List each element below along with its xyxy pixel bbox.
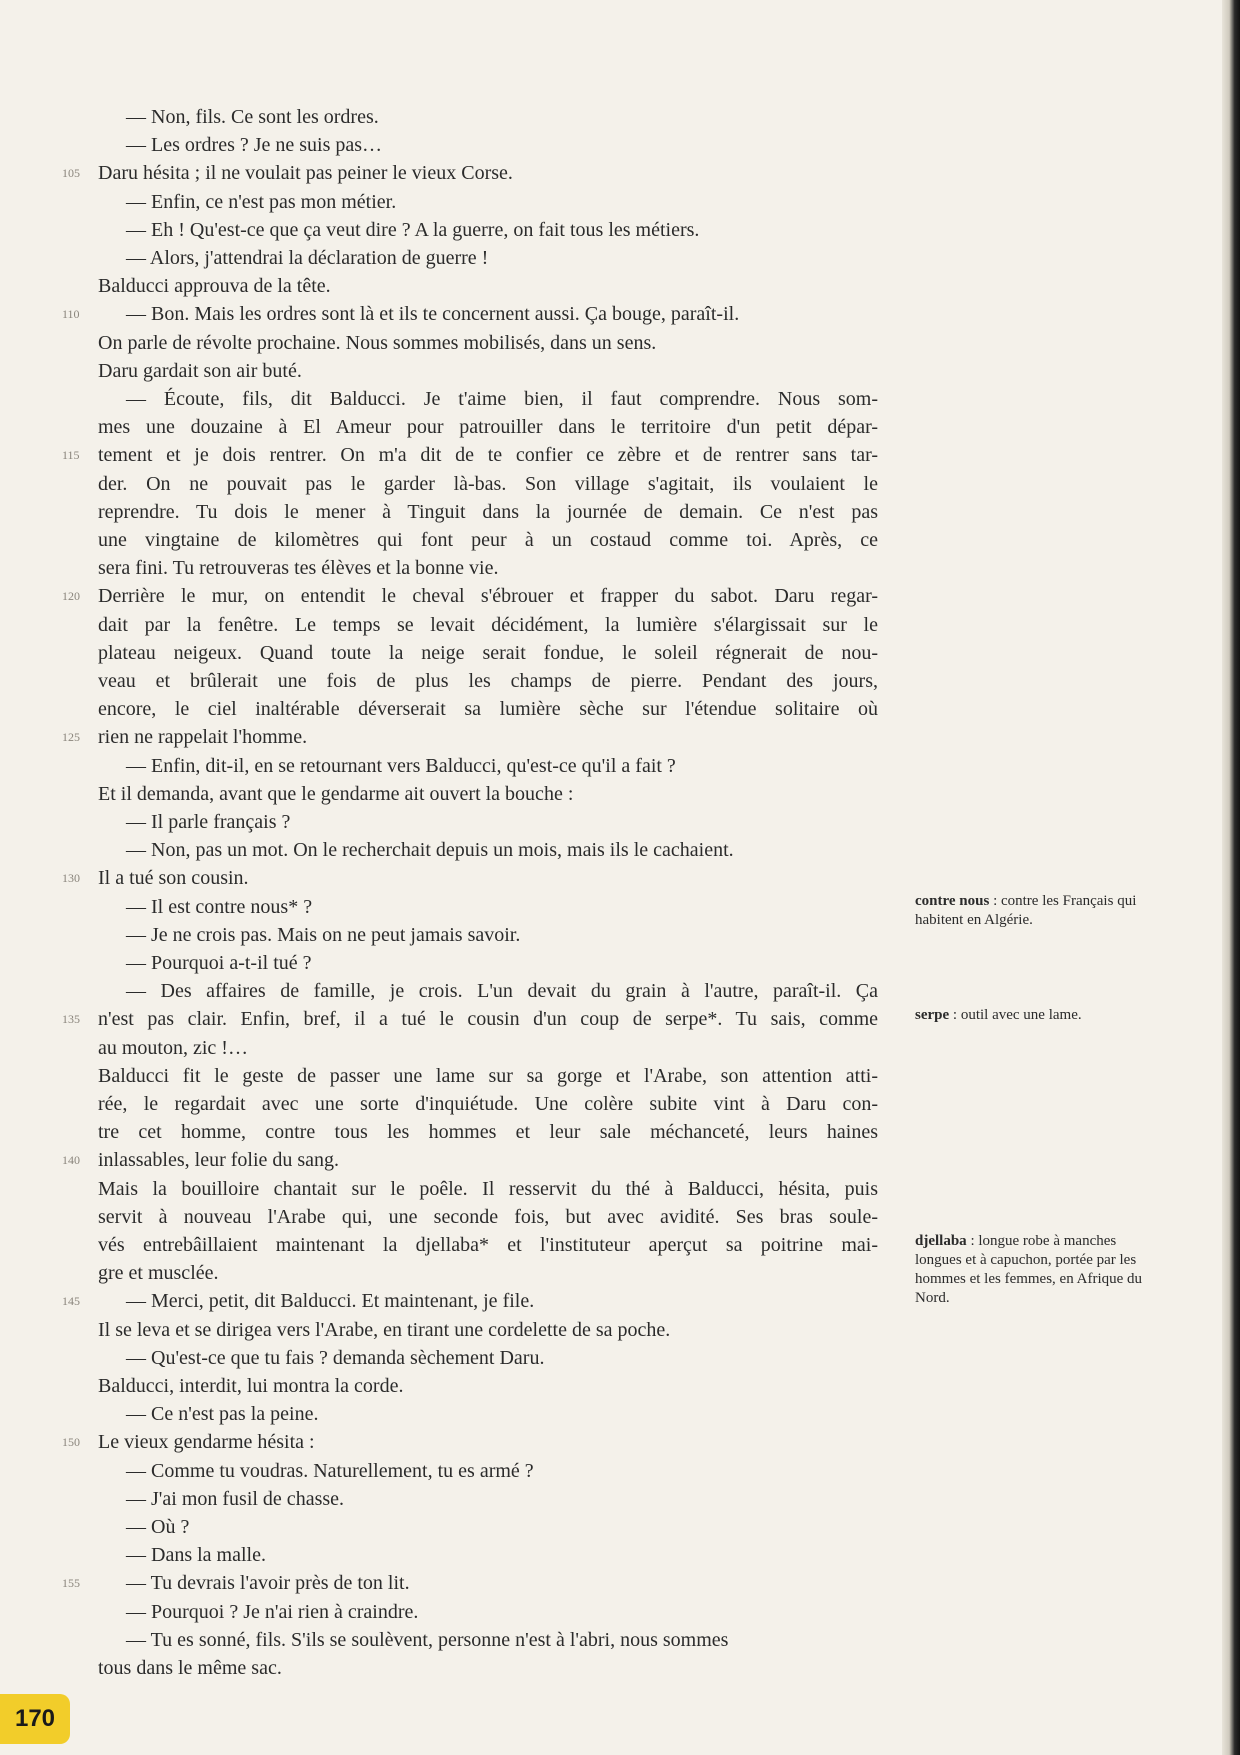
- text-line: — Bon. Mais les ordres sont là et ils te concernent aussi. Ça bouge, paraît-il.: [126, 303, 740, 325]
- text-line: — Des affaires de famille, je crois. L'un devait du grain à l'autre, paraît-il. Ça: [126, 980, 878, 1002]
- text-line: encore, le ciel inaltérable déverserait sa lumière sèche sur l'étendue solitaire où: [98, 698, 878, 720]
- text-line: — Alors, j'attendrai la déclaration de guerre !: [126, 247, 489, 269]
- line-number: 125: [62, 730, 80, 744]
- text-line: Il se leva et se dirigea vers l'Arabe, en tirant une cordelette de sa poche.: [98, 1319, 671, 1341]
- text-line: dait par la fenêtre. Le temps se levait décidément, la lumière s'élargissait sur le: [98, 614, 878, 636]
- text-line: — Ce n'est pas la peine.: [126, 1403, 319, 1425]
- text-line: tement et je dois rentrer. On m'a dit de te confier ce zèbre et de rentrer sans tar-: [98, 444, 878, 466]
- text-line: vés entrebâillaient maintenant la djellaba* et l'instituteur aperçut sa poitrine mai-: [98, 1234, 878, 1256]
- text-line: mes une douzaine à El Ameur pour patrouiller dans le territoire d'un petit dépar-: [98, 416, 878, 438]
- text-line: — Non, fils. Ce sont les ordres.: [126, 106, 379, 128]
- text-line: — Enfin, dit-il, en se retournant vers Balducci, qu'est-ce qu'il a fait ?: [126, 755, 676, 777]
- gloss-contre-nous: contre nous : contre les Français qui habitent en Algérie.: [915, 893, 1137, 928]
- text-line: — Les ordres ? Je ne suis pas…: [126, 134, 383, 156]
- text-line: Derrière le mur, on entendit le cheval s'ébrouer et frapper du sabot. Daru regar-: [98, 585, 878, 607]
- text-line: — Il parle français ?: [126, 811, 291, 833]
- line-number: 140: [62, 1153, 80, 1167]
- text-line: — J'ai mon fusil de chasse.: [126, 1488, 345, 1510]
- line-number: 150: [62, 1435, 80, 1449]
- line-number: 105: [62, 166, 80, 180]
- gloss-djellaba: djellaba : longue robe à manches longues et à capuchon, portée par les hommes et les femmes, en Afrique du Nord.: [915, 1233, 1143, 1306]
- text-line: tre cet homme, contre tous les hommes et leur sale méchanceté, leurs haines: [98, 1121, 878, 1143]
- text-line: — Je ne crois pas. Mais on ne peut jamais savoir.: [126, 924, 521, 946]
- text-line: Daru gardait son air buté.: [98, 360, 302, 382]
- text-line: Et il demanda, avant que le gendarme ait ouvert la bouche :: [98, 783, 574, 805]
- line-number: 145: [62, 1294, 80, 1308]
- text-line: — Pourquoi a-t-il tué ?: [126, 952, 312, 974]
- text-line: gre et musclée.: [98, 1262, 219, 1284]
- text-line: Il a tué son cousin.: [98, 867, 249, 889]
- text-line: — Tu es sonné, fils. S'ils se soulèvent, personne n'est à l'abri, nous sommes: [126, 1629, 729, 1651]
- line-number: 130: [62, 871, 80, 885]
- text-line: une vingtaine de kilomètres qui font peur à un costaud comme toi. Après, ce: [98, 529, 878, 551]
- text-line: reprendre. Tu dois le mener à Tinguit dans la journée de demain. Ce n'est pas: [98, 501, 878, 523]
- text-line: au mouton, zic !…: [98, 1037, 248, 1059]
- text-line: Le vieux gendarme hésita :: [98, 1431, 315, 1453]
- page-number: 170: [0, 1694, 70, 1744]
- text-line: — Merci, petit, dit Balducci. Et maintenant, je file.: [126, 1290, 535, 1312]
- text-line: Daru hésita ; il ne voulait pas peiner le vieux Corse.: [98, 162, 513, 184]
- text-line: veau et brûlerait une fois de plus les champs de pierre. Pendant des jours,: [98, 670, 878, 692]
- text-line: Balducci, interdit, lui montra la corde.: [98, 1375, 404, 1397]
- text-line: — Eh ! Qu'est-ce que ça veut dire ? A la guerre, on fait tous les métiers.: [126, 219, 700, 241]
- line-number: 155: [62, 1576, 80, 1590]
- text-line: plateau neigeux. Quand toute la neige serait fondue, le soleil régnerait de nou-: [98, 642, 878, 664]
- text-line: sera fini. Tu retrouveras tes élèves et la bonne vie.: [98, 557, 499, 579]
- text-line: Balducci fit le geste de passer une lame sur sa gorge et l'Arabe, son attention atti-: [98, 1065, 878, 1087]
- gloss-definition: outil avec une lame.: [960, 1007, 1082, 1023]
- text-line: — Pourquoi ? Je n'ai rien à craindre.: [126, 1601, 419, 1623]
- text-line: — Comme tu voudras. Naturellement, tu es armé ?: [126, 1460, 534, 1482]
- text-line: — Non, pas un mot. On le recherchait depuis un mois, mais ils le cachaient.: [126, 839, 734, 861]
- text-line: tous dans le même sac.: [98, 1657, 282, 1679]
- text-line: — Tu devrais l'avoir près de ton lit.: [126, 1572, 410, 1594]
- page-edge: [1222, 0, 1240, 1755]
- text-line: Balducci approuva de la tête.: [98, 275, 331, 297]
- gloss-definition: longue robe à manches longues et à capuchon, portée par les hommes et les femmes, en Afrique du Nord.: [915, 1233, 1143, 1306]
- line-number: 110: [62, 307, 80, 321]
- text-line: On parle de révolte prochaine. Nous sommes mobilisés, dans un sens.: [98, 332, 657, 354]
- text-line: — Qu'est-ce que tu fais ? demanda sèchement Daru.: [126, 1347, 545, 1369]
- line-number: 115: [62, 448, 80, 462]
- text-line: — Dans la malle.: [126, 1544, 266, 1566]
- text-line: inlassables, leur folie du sang.: [98, 1149, 340, 1171]
- gloss-term: djellaba: [915, 1233, 967, 1249]
- text-line: — Enfin, ce n'est pas mon métier.: [126, 191, 397, 213]
- text-line: servit à nouveau l'Arabe qui, une seconde fois, but avec avidité. Ses bras soule-: [98, 1206, 878, 1228]
- line-number: 135: [62, 1012, 80, 1026]
- text-line: — Où ?: [126, 1516, 190, 1538]
- text-line: rien ne rappelait l'homme.: [98, 726, 308, 748]
- text-line: der. On ne pouvait pas le garder là-bas. Son village s'agitait, ils voulaient le: [98, 473, 878, 495]
- line-number: 120: [62, 589, 80, 603]
- text-line: n'est pas clair. Enfin, bref, il a tué le cousin d'un coup de serpe*. Tu sais, comme: [98, 1008, 878, 1030]
- gloss-term: contre nous: [915, 893, 990, 909]
- gloss-term: serpe: [915, 1007, 950, 1023]
- text-line: Mais la bouilloire chantait sur le poêle. Il resservit du thé à Balducci, hésita, puis: [98, 1178, 878, 1200]
- text-line: — Il est contre nous* ?: [126, 896, 313, 918]
- text-line: rée, le regardait avec une sorte d'inquiétude. Une colère subite vint à Daru con-: [98, 1093, 878, 1115]
- gloss-serpe: serpe : outil avec une lame.: [915, 1007, 1082, 1023]
- text-line: — Écoute, fils, dit Balducci. Je t'aime bien, il faut comprendre. Nous som-: [126, 388, 878, 410]
- gloss-definition: contre les Français qui habitent en Algérie.: [915, 893, 1137, 928]
